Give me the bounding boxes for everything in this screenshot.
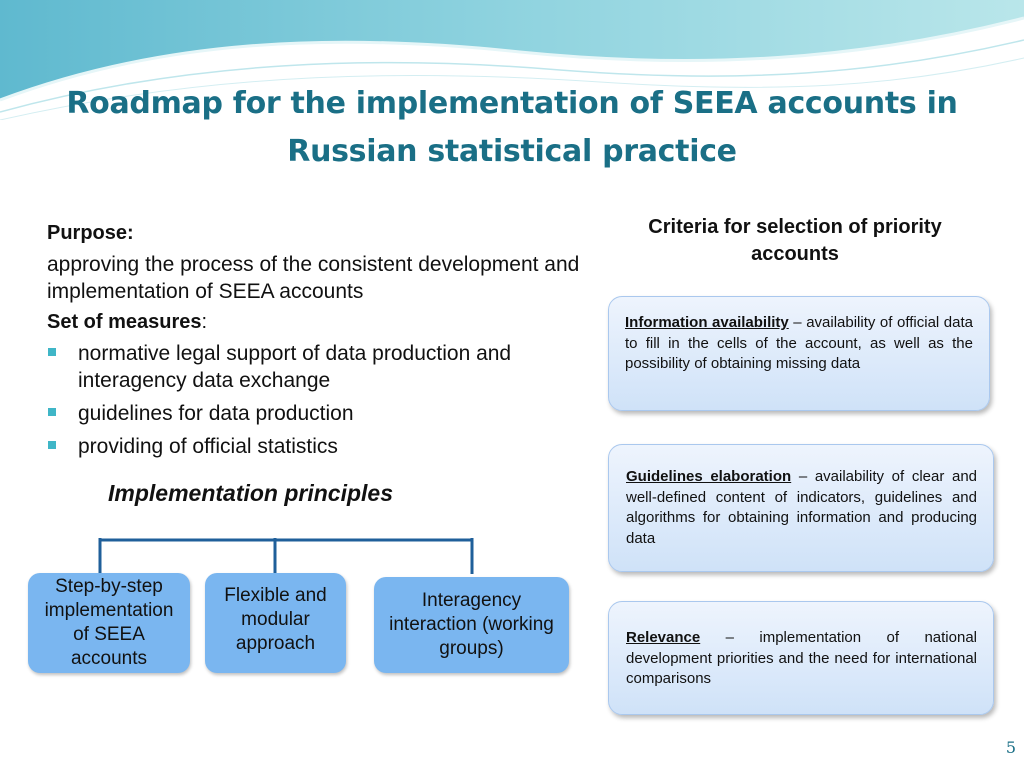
- purpose-label: Purpose:: [47, 222, 134, 244]
- criteria-text: – implementation of national development priorities and the need for international comparisons: [626, 629, 977, 687]
- principle-step-by-step-box: [28, 573, 190, 673]
- criteria-heading: Criteria for selection of priority accounts: [648, 216, 942, 265]
- principles-connector-lines: [0, 0, 600, 600]
- measures-label: Set of measures: [47, 311, 202, 333]
- criteria-text: – availability of official data to fill in the cells of the account, as well as the possibility of obtaining missing data: [625, 314, 973, 372]
- criteria-box-relevance: [608, 601, 994, 715]
- measure-text: normative legal support of data production and interagency data exchange: [78, 342, 512, 392]
- principle-text: Flexible and modular approach: [224, 585, 327, 654]
- criteria-term: Guidelines elaboration: [626, 468, 792, 485]
- measure-text: guidelines for data production: [78, 402, 354, 425]
- principle-flexible-box: [205, 573, 346, 673]
- measure-text: providing of official statistics: [78, 435, 338, 458]
- criteria-text: – availability of clear and well-defined content of indicators, guidelines and algorithms for obtaining information and producing data: [626, 468, 977, 547]
- criteria-term: Relevance: [626, 629, 701, 646]
- slide-title-line-1: Roadmap for the implementation of SEEA accounts in: [66, 86, 958, 121]
- principles-heading: Implementation principles: [108, 480, 393, 506]
- purpose-text: approving the process of the consistent development and implementation of SEEA accounts: [47, 253, 580, 303]
- page-number: 5: [1005, 738, 1016, 757]
- principle-interagency-box: [374, 577, 569, 673]
- criteria-term: Information availability: [625, 314, 789, 331]
- measures-colon: :: [201, 311, 208, 333]
- principle-text: Interagency interaction (working groups): [389, 590, 554, 659]
- principle-text: Step-by-step implementation of SEEA accounts: [44, 576, 174, 669]
- slide-title-line-2: Russian statistical practice: [287, 134, 737, 169]
- criteria-box-information: [608, 296, 990, 411]
- criteria-box-guidelines: [608, 444, 994, 572]
